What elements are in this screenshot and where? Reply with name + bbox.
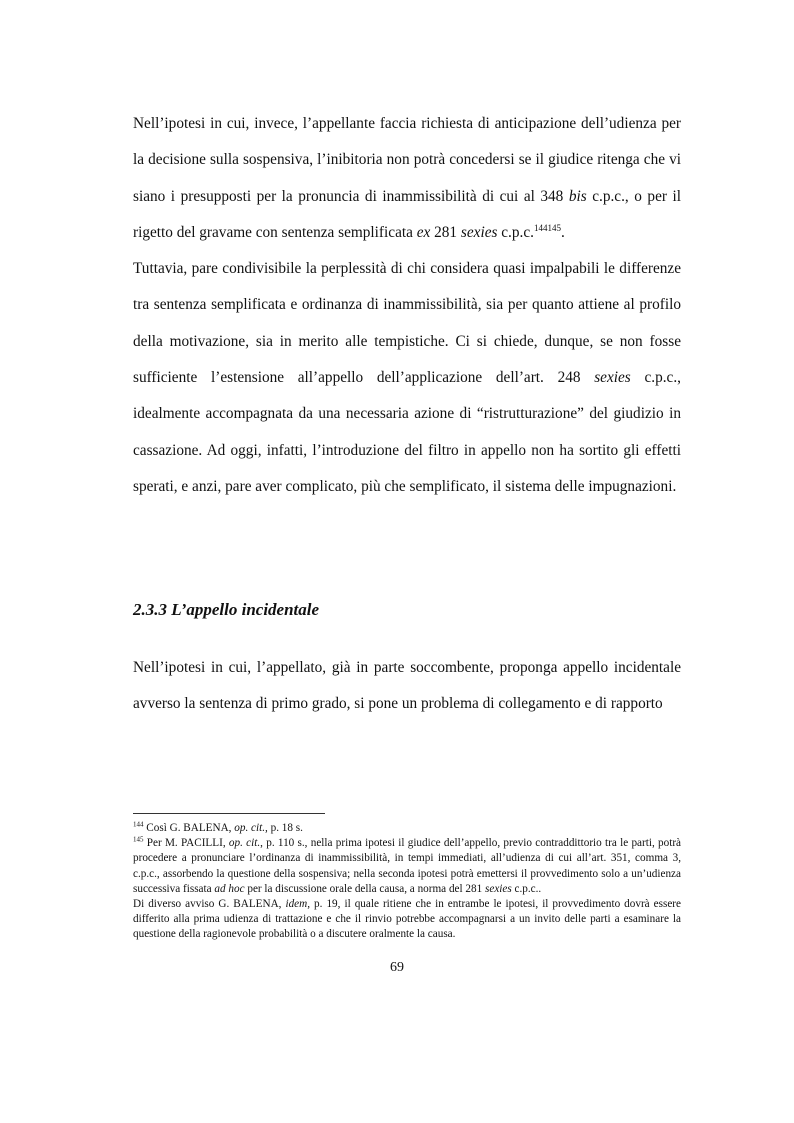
footnote-145-text-2: , p. 110 s., nella prima ipotesi il giudice dell’appello, previo contraddittorio tra le parti, potrà procedere a pronunciare l’ordinanza di inammissibilità, in tempi immediati, all’udienza di cui all’art. 351, comma 3, c.p.c., assorbendo la questione della sospensiva; nella seconda ipotesi potrà emettersi il provvedimento solo a un’udienza successiva fissata (133, 837, 682, 895)
footnote-145-text: Per M. PACILLI, (143, 837, 229, 850)
footnote-145 (133, 836, 681, 897)
paragraph-1-text-3: 281 (430, 223, 461, 241)
footnote-145-text-4: c.p.c.. (511, 882, 542, 895)
paragraph-1-text-2: c.p.c., o per il rigetto del gravame con sentenza semplificata (133, 187, 681, 241)
paragraph-2 (133, 251, 681, 505)
footnote-145-italic-2: ad hoc (214, 882, 245, 895)
footnote-144-text-2: p. 18 s. (267, 822, 303, 834)
footnote-144 (133, 821, 681, 836)
section-heading: 2.3.3 L’appello incidentale (133, 600, 320, 619)
footnote-145-cont-text-2: p. 19, il quale ritiene che in entrambe le ipotesi, il provvedimento dovrà essere differito alla prima udienza di trattazione e che il rinvio potrebbe accompagnarsi a un invito delle parti a esaminare la questione della ragionevole probabilità o a discutere oralmente la causa. (133, 898, 681, 941)
body-text-bottom (133, 650, 681, 723)
footnote-145-continued (133, 897, 681, 943)
footnotes (133, 821, 681, 943)
footnote-145-italic-1: op. cit. (228, 837, 261, 850)
footnote-145-italic-3: sexies (485, 882, 512, 895)
footnote-144-number: 144 (133, 820, 144, 829)
page-number: 69 (390, 960, 404, 975)
paragraph-1 (133, 106, 681, 251)
footnote-145-text-3: per la discussione orale della causa, a norma del 281 (244, 882, 485, 895)
paragraph-1-text: Nell’ipotesi in cui, invece, l’appellante faccia richiesta di anticipazione dell’udienza per la decisione sulla sospensiva, l’inibitoria non potrà concedersi se il giudice ritenga che vi siano i presupposti per la pronuncia di inammissibilità di cui al 348 (133, 115, 681, 205)
footnote-145-cont-text: Di diverso avviso G. BALENA, (133, 898, 286, 911)
body-text-top (133, 106, 681, 505)
paragraph-1-period: . (560, 223, 565, 241)
paragraph-1-italic-bis: bis (568, 187, 587, 205)
footnote-144-text: Così G. BALENA, (143, 822, 235, 834)
footnote-145-number: 145 (133, 835, 144, 844)
paragraph-1-italic-ex: ex (416, 223, 431, 241)
footnote-144-italic: op. cit., (234, 822, 268, 834)
paragraph-2-italic-sexies: sexies (594, 369, 631, 387)
paragraph-2-text-2: c.p.c., idealmente accompagnata da una necessaria azione di “ristrutturazione” del giudizio in cassazione. Ad oggi, infatti, l’introduzione del filtro in appello non ha sortito gli effetti sperati, e anzi, pare aver complicato, più che semplificato, il sistema delle impugnazioni. (133, 369, 681, 495)
paragraph-2-text: Tuttavia, pare condivisibile la perplessità di chi considera quasi impalpabili le differenze tra sentenza semplificata e ordinanza di inammissibilità, sia per quanto attiene al profilo della motivazione, sia in merito alle tempistiche. Ci si chiede, dunque, se non fosse sufficiente l’estensione all’appello dell’applicazione dell’art. 248 (133, 260, 681, 387)
paragraph-3: Nell’ipotesi in cui, l’appellato, già in parte soccombente, proponga appello incidentale avverso la sentenza di primo grado, si pone un problema di collegamento e di rapporto (133, 659, 681, 713)
footnote-separator (133, 813, 325, 814)
footnote-145-cont-italic: idem, (285, 898, 311, 911)
paragraph-1-text-4: c.p.c. (497, 223, 534, 241)
paragraph-1-italic-sexies: sexies (460, 223, 498, 241)
footnote-reference-144-145[interactable]: 144145 (533, 222, 561, 233)
